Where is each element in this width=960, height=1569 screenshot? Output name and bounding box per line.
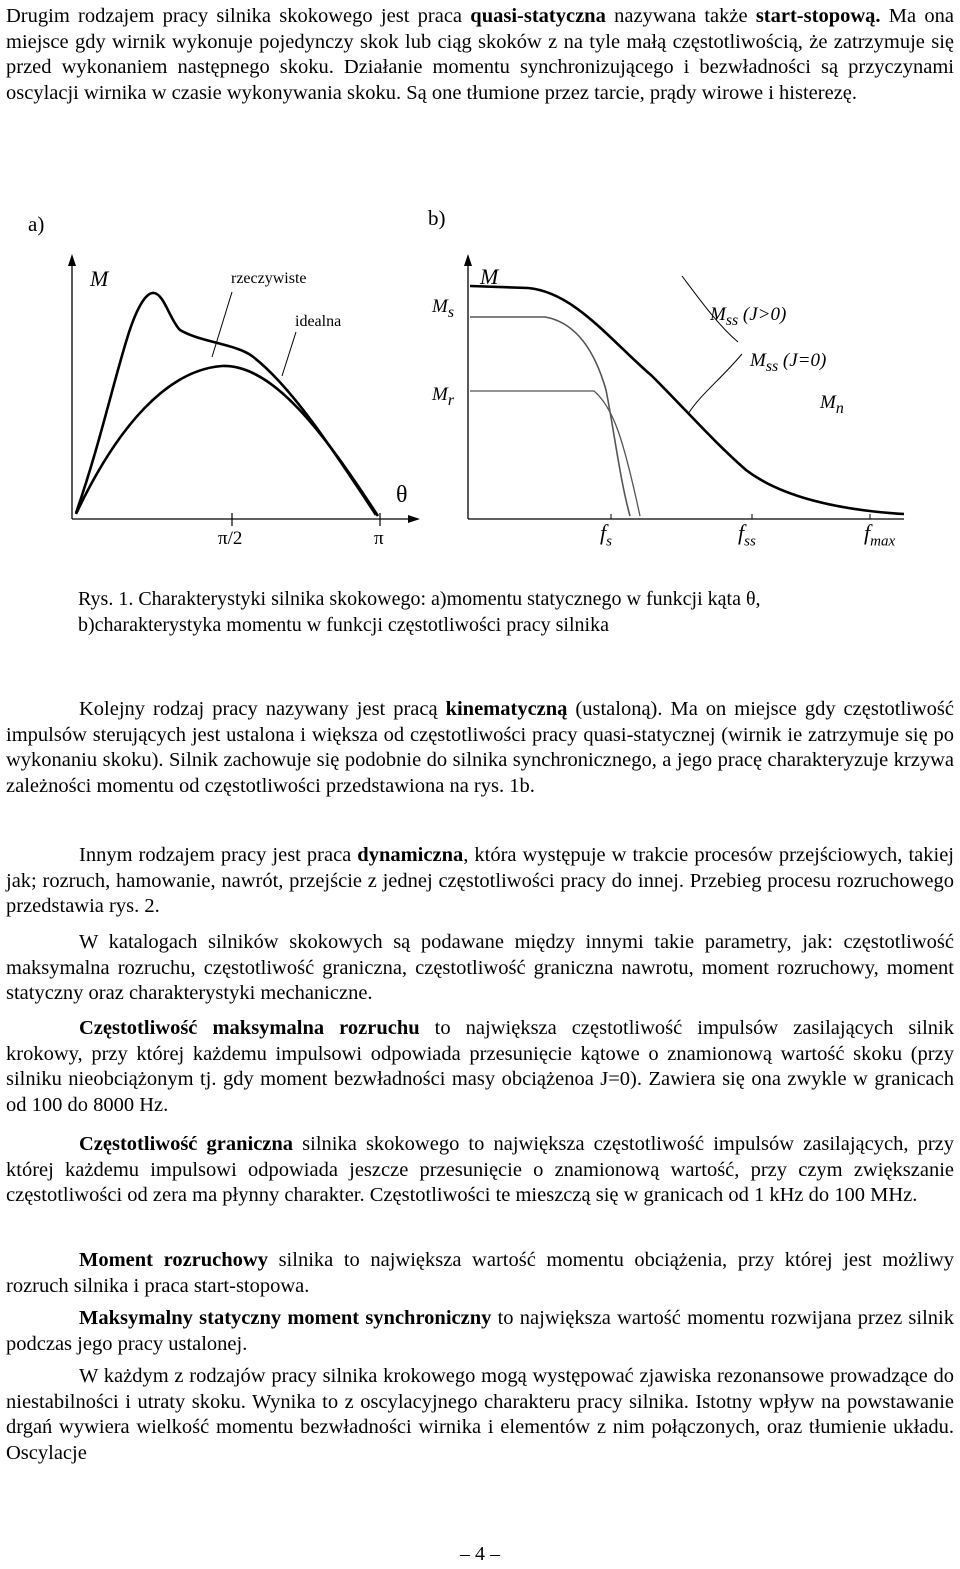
paragraph-resonance: W każdym z rodzajów pracy silnika krokowego mogą występować zjawiska rezonansowe prowadzące do niestabilności i utraty skoku. Wynika to z oscylacyjnego charakteru pracy silnika. Istotny wpływ na powstawanie drgań wywiera wielkość momentu bezwładności wirnika i elementów z nim połączonych, oraz tłumienie układu. Oscylacje [6,1365,954,1464]
label-sub: max [870,533,896,550]
label-main: M [820,392,836,413]
paragraph-max-start-frequency [6,1016,954,1118]
fig-a-axis-y-label: M [90,266,109,291]
text-run: nazywana także [605,5,756,27]
fig-b-curve-mss-j-zero [470,317,630,516]
text-run: Drugim rodzajem pracy silnika skokowego jest praca [6,5,471,27]
bold-term-max-start-frequency: Częstotliwość maksymalna rozruchu [79,1017,420,1039]
label-main: f [738,520,745,545]
bold-term-kinematic: kinematyczną [445,698,568,720]
text-run: silnika to największa wartość momentu obciążenia, przy której jest możliwy rozruch silnika i praca start-stopowa. [6,1249,954,1297]
fig-b-label-mss-j-zero [750,350,826,376]
fig-a-tick-label-half-pi: π/2 [218,528,243,549]
bold-term-limit-frequency: Częstotliwość graniczna [79,1133,294,1155]
figure-label-b: b) [428,206,446,230]
fig-a-label-real: rzeczywiste [231,270,307,287]
label-sub: ss [725,311,739,329]
fig-b-label-ms [432,296,454,322]
label-main: f [864,520,871,545]
fig-a-x-arrow [408,515,420,523]
fig-a-pointer-ideal [282,332,296,376]
fig-b-label-mss-j-positive [710,304,786,330]
text-run: Innym rodzajem pracy jest praca [79,844,358,866]
text-run: Ma ona miejsce gdy wirnik wykonuje pojedynczy skok lub ciąg skoków z na tyle małą częstotliwością, że zatrzymuje się przed wykonaniem następnego skoku. Działanie momentu synchronizującego i bezwładności są przyczynami oscylacji wirnika w czasie wykonywania skoku. Są one tłumione przez tarcie, prądy wirowe i histerezę. [6,5,954,104]
fig-b-curve-mr [470,391,640,516]
text-run: to największa wartość momentu rozwijana przez silnik podczas jego pracy ustalonej. [6,1307,954,1355]
label-sub: ss [744,533,756,550]
fig-b-label-mr [432,384,454,410]
fig-b-label-mn [820,392,844,418]
bold-term-start-stop: start-stopową. [755,5,881,27]
label-sub: r [447,391,454,409]
fig-a-tick-label-pi: π [374,528,384,549]
fig-b-tick-label-fss [738,520,756,550]
page-number: – 4 – [460,1543,500,1565]
label-main: M [750,350,766,371]
fig-a-label-ideal: idealna [295,313,342,330]
bold-term-quasi-static: quasi-statyczna [470,5,606,27]
paragraph-quasi-static [6,4,954,106]
paragraph-starting-torque [6,1248,954,1299]
label-condition: (J>0) [738,304,787,325]
paragraph-limit-frequency [6,1132,954,1209]
text-run: , która występuje w trakcie procesów przejściowych, takiej jak; rozruch, hamowanie, nawrót, przejście z jednej częstotliwości pracy do innej. Przebieg procesu rozruchowego przedstawia rys. 2. [6,844,954,917]
figure-label-a: a) [28,212,45,236]
paragraph-max-synchronous-torque [6,1306,954,1357]
caption-line-1: Rys. 1. Charakterystyki silnika skokowego: a)momentu statycznego w funkcji kąta θ, [78,588,761,610]
paragraph-catalog-parameters: W katalogach silników skokowych są podawane między innymi takie parametry, jak: częstotliwość maksymalna rozruchu, częstotliwość graniczna, częstotliwość graniczna nawrotu, moment rozruchowy, moment statyczny oraz charakterystyki mechaniczne. [6,931,954,1004]
fig-b-y-arrow [464,254,472,266]
bold-term-max-synchronous-torque: Maksymalny statyczny moment synchroniczny [79,1307,492,1329]
fig-a-axis-x-label: θ [396,482,408,508]
label-sub: s [606,533,612,550]
fig-b-tick-label-fs [600,520,612,550]
label-main: M [710,304,726,325]
figure-caption [78,587,948,638]
label-main: f [600,520,607,545]
text-run: to największa częstotliwość impulsów zasilających silnik krokowy, przy której każdemu impulsowi odpowiada przesunięcie kątowe o znamionową wartość skoku (przy silniku nieobciążonym tj. gdy moment bezwładności masy obciążenoa J=0). Zawiera się ona zwykle w granicach od 100 do 8000 Hz. [6,1017,954,1116]
paragraph-kinematic [6,697,954,799]
caption-line-2: b)charakterystyka momentu w funkcji częstotliwości pracy silnika [78,613,609,636]
label-condition: (J=0) [778,350,827,371]
bold-term-starting-torque: Moment rozruchowy [79,1249,268,1271]
label-main: M [432,384,448,405]
label-sub: s [447,303,454,321]
fig-b-axis-y-label: M [480,264,499,289]
label-sub: n [835,399,844,417]
fig-b-tick-label-fmax [864,520,895,550]
fig-b-pointer-mss-j-zero [688,354,742,414]
text-run: silnika skokowego to największa częstotliwość impulsów zasilających, przy której każdemu impulsowi odpowiada jeszcze przesunięcie o znamionową wartość, przy czym zwiększanie częstotliwości od zera ma płynny charakter. Częstotliwości te mieszczą się w granicach od 1 kHz do 100 MHz. [6,1133,954,1206]
figure-1 [0,180,960,560]
paragraph-dynamic [6,843,954,920]
fig-a-curve-ideal [76,366,378,516]
text-run: (ustaloną). Ma on miejsce gdy częstotliwość impulsów sterujących jest ustalona i większa od częstotliwości pracy quasi-statycznej (wirnik ie zatrzymuje się po wykonaniu skoku). Silnik zachowuje się podobnie do silnika synchronicznego, a jego pracę charakteryzuje krzywa zależności momentu od częstotliwości przedstawiona na rys. 1b. [6,698,954,797]
fig-a-y-arrow [68,254,76,266]
label-main: M [432,296,448,317]
bold-term-dynamic: dynamiczna [357,844,464,866]
text-run: Kolejny rodzaj pracy nazywany jest pracą [79,698,446,720]
label-sub: ss [765,357,779,375]
